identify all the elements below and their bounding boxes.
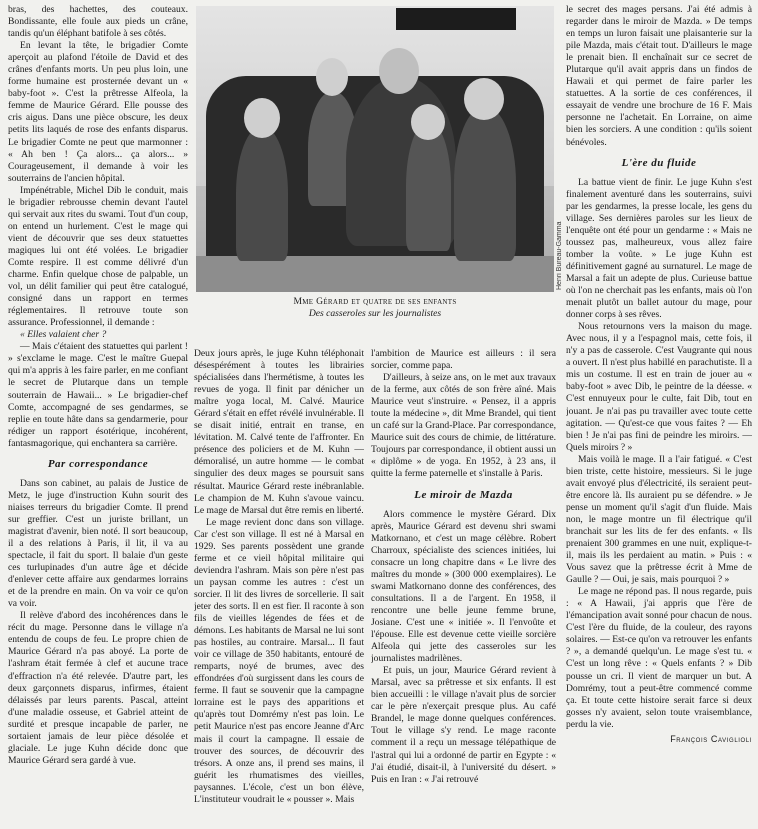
paragraph: Mais voilà le mage. Il a l'air fatigué. « C'est bien triste, cette histoire, messieurs. Si le juge avait envoyé plus d'électricité, ils seraient peut-être encore là. Ils auraient pu se défendre. » Je pense un moment qu'il s'agit d'un fluide. Mais non, le mage montre un fil électrique qu'il branchait sur les lits de fer des enfants. « Ils prenaient 300 grammes en une nuit, explique-t-il, mais ils les perdaient au matin. » Puis : « Vous savez que la prêtresse écrit à Mme de Gaulle ? — Oui, je sais, mais pourquoi ? » <box>566 453 752 586</box>
paragraph: Impénétrable, Michel Dib le conduit, mais le brigadier rebrousse chemin devant l'autel qui servait aux rites du swami. Tout d'un coup, on entend un hurlement. C'est le mage qui vient de découvrir que ses deux statuettes magiques lui ont été volées. Le brigadier Comte respire. Il est comme délivré d'un charme. Enfin quelque chose de palpable, un vol, un délit familier qui peut être catalogué, consigné dans un rapport en termes réglementaires. Il retrouve toute son assurance. Professionnel, il demande : <box>8 184 188 329</box>
caption-line-2: Des casseroles sur les journalistes <box>308 308 442 319</box>
section-heading: Le miroir de Mazda <box>414 488 513 501</box>
child-figure <box>406 121 451 251</box>
photo-floor <box>196 256 554 292</box>
child-head <box>411 104 445 140</box>
paragraph: l'ambition de Maurice est ailleurs : il sera sorcier, comme papa. <box>371 348 556 372</box>
paragraph: Alors commence le mystère Gérard. Dix après, Maurice Gérard est devenu shri swami Matkornano, et c'est un mage célèbre. Robert Charroux, spécialiste des sciences initiées, lui consacre un long chapitre dans « Le livre des maîtres du monde » (300 000 exemplaires). Le swami Matkornano donne des conférences, des consultations. Il a de l'argent. En 1958, il rencontre une belle jeune femme brune, Josiane. C'est une « initiée ». Il l'envoûte et l'épouse. Elle est devenue cette vieille sorcière Alfeola qui jette des casseroles sur les journalistes madrilènes. <box>371 508 556 665</box>
paragraph: Il relève d'abord des incohérences dans le récit du mage. Personne dans le village n'a entendu de coups de feu. Le propre chien de Maurice Gérard n'a pas aboyé. La porte de l'ashram était fermée à clef et aucune trace d'effraction n'a été relevée. D'autre part, les deux garçonnets disparus, infirmes, étaient délaissés par leurs parents. Pascal, atteint d'une maladie osseuse, et Gabriel atteint de surdité et presque incapable de parler, ne sortaient jamais de leur pièce désolée et glaciale. Le juge Kuhn décide donc que Maurice Gérard sera gardé à vue. <box>8 610 188 766</box>
child-head <box>244 98 280 138</box>
article-column-3 <box>371 348 556 822</box>
paragraph: Deux jours après, le juge Kuhn téléphonait désespérément à toutes les librairies spécialisées dans l'hermétisme, à toutes les revues de yoga. Il finit par dénicher un maître yoga local, M. Calvé. Maurice Gérard s'était en effet révélé invulnérable. Il se disait initié, entrait en transe, en lévitation. M. Calvé tente de l'affronter. En présence des policiers et de M. Kuhn — démoralisé, un autre homme — le combat singulier des deux mages se poursuit sans résultat. Maurice Gérard reste inébranlable. Le champion de M. Kuhn s'avoue vaincu. Le mage de Marsal dut être remis en liberté. <box>194 348 364 516</box>
paragraph: Le mage ne répond pas. Il nous regarde, puis : « A Hawaii, j'ai appris que l'ère de l'émancipation avait sonné pour chacun de nous. C'est l'ère du fluide, de la couleur, des rayons solaires. — Est-ce qu'on va retrouver les enfants ? », a demandé quelqu'un. Le mage s'est tu. « C'est un long rêve : « Quels enfants ? » Dib pousse un cri. Il vient de marquer un but. A Domrémy, tout a peut-être commencé comme ça. Et toute cette histoire serait farce si deux gosses n'y avaient, selon toute vraisemblance, perdu la vie. <box>566 586 752 730</box>
child-figure <box>236 126 288 261</box>
author-signature: François Caviglioli <box>670 733 752 744</box>
paragraph: Le mage revient donc dans son village. Car c'est son village. Il est né à Marsal en 1929. Ses parents possèdent une grande ferme et ce vieil hôpital militaire qui deviendra l'ashram. Mais son père n'est pas un paysan comme les autres : c'est un sorcier. Il lit des livres de sorcellerie. Il sait jeter des sorts. Il en est fier. Il raconte à son fils de vieilles légendes de fées et de démons. Les habitants de Marsal ne lui sont pas hostiles, au contraire. Marsal... Il faut voir ce village de 350 habitants, entouré de remparts, noyé de brumes, avec des effondrées d'où surgissent dans les cours de ferme. Il faut se souvenir que la campagne lorraine est le pays des apparitions et qu'après tout Domrémy n'est pas loin. Le petit Maurice n'est pas encore Jeanne d'Arc mais il court la campagne. Il essaie de trouver des sources, de découvrir des trésors. A onze ans, il prend ses mains, il guérit les rhumatismes des vieilles, paysannes. L'école, c'est un bon élève, L'instituteur voudrait le « pousser ». Mais <box>194 516 364 805</box>
paragraph: Nous retournons vers la maison du mage. Avec nous, il y a l'espagnol mais, cette fois, il n'y a pas de casserole. C'est Vaugrante qui nous a ouvert. Il n'est plus habillé en parachutiste. Il a mis un costume. Il est en train de jouer au « baby-foot » avec Dib, le peintre de la déesse. « C'est ennuyeux pour le culte, fait Dib, tout en jouant. Je n'ai pas pu travailler avec toute cette agitation. — Qu'est-ce que vous faites ? — Eh bien ! Je n'ai pas fini de peindre les miroirs. — Quels miroirs ? » <box>566 321 752 453</box>
paragraph: — Mais c'étaient des statuettes qui parlent ! » s'exclame le mage. C'est le maître Guepal qui m'a appris à les faire parler, en me confiant le secret de Plutarque dans un temple souterrain de Hawaii... » Le brigadier-chef Comte, accompagné de ses gendarmes, se replie en toute hâte dans sa gendarmerie, pour rédiger un rapport ésotérique, incohérent, fantasmagorique, qui enchantera sa carrière. <box>8 341 188 449</box>
caption-line-1: Mme Gérard et quatre de ses enfants <box>293 296 457 307</box>
paragraph: le secret des mages persans. J'ai été admis à regarder dans le miroir de Mazda. » De temps en temps un luron faisait une plaisanterie sur la pile Mazda, mais c'était tout. D'ailleurs le mage le prenait bien. Il enchaînait sur ce secret de Plutarque qu'il avait appris dans un findos de Hawaii et qui permet de faire parler les statuettes. A la sortie de ces conférences, il essayait de vendre une brochure de 16 F. Mais personne ne l'achetait. En Lorraine, on aime bien les sorciers. A une condition : qu'ils soient bénévoles. <box>566 4 752 148</box>
paragraph: « Elles valaient cher ? <box>20 329 107 341</box>
child-figure <box>454 106 516 261</box>
paragraph: La battue vient de finir. Le juge Kuhn s'est finalement aventuré dans les souterrains, suivi par les gendarmes, la presse locale, les gens du village. Ses dernières paroles sur les lieux de l'enquête ont été pour un gendarme : « Mais ne toussez pas, malheureux, vous allez faire tomber la voûte. » Le juge Kuhn est définitivement gagné au surnaturel. Le mage de Marsal a fait un adepte de plus. Curieuse battue où l'on ne cherchait pas les enfants, mais où l'on menait plutôt un ballet autour du mage, pour donner corps à ses rêves. <box>566 176 752 321</box>
photo-credit: Henri Bureau-Gamma <box>556 221 563 290</box>
paragraph: Et puis, un jour, Maurice Gérard revient à Marsal, avec sa prêtresse et six enfants. Il est bien accueilli : le village n'avait plus de sorcier car le père n'exerçait presque plus. Au café Brandel, le mage donne quelques conférences. Tout le village s'y rend. Le mage raconte comment il a reçu un message télépathique de l'astral qui lui a ordonné de partir en Egypte : « J'ai étudié, disait-il, à l'université du désert. » Puis en Iran : « J'ai retrouvé <box>371 665 556 785</box>
article-column-4 <box>566 4 752 822</box>
paragraph: D'ailleurs, à seize ans, on le met aux travaux de la ferme, aux côtés de son frère aîné. Mais Maurice veut s'instruire. « Pensez, il a appris toute la médecine », dit Mme Brandel, qui tient un café sur la Grand-Place. Par correspondance, Maurice suit des cours de chimie, de littérature. Toujours par correspondance, il obtient aussi un « diplôme » de yoga. En 1952, à 23 ans, il quitte la ferme paternelle et s'installe à Paris. <box>371 372 556 480</box>
paragraph: Dans son cabinet, au palais de Justice de Metz, le juge d'instruction Kuhn sourit des niaises terreurs du brigadier Comte. Il prend sur greffier. C'est un juriste brillant, un magistrat d'avenir, bien noté. Il sort beaucoup, il a des relations à Paris, il lit, il va au spectacle, il fait du sport. Il balaie d'un geste ces turlupinades d'un autre âge et décide d'enlever cette affaire aux gendarmes lorrains et de la prendre en main. On va voir ce qu'on va voir. <box>8 477 188 610</box>
child-head <box>464 78 504 120</box>
photo-caption <box>196 296 554 320</box>
child-head <box>316 58 348 96</box>
photo-frame <box>396 8 516 30</box>
paragraph: bras, des hachettes, des couteaux. Bondissante, elle foule aux pieds un crâne, tandis qu'un éléphant batifole à ses côtés. <box>8 4 188 40</box>
woman-head <box>379 48 419 94</box>
family-photo <box>196 6 554 292</box>
section-heading: Par correspondance <box>47 457 149 470</box>
article-column-2 <box>194 348 364 822</box>
paragraph: En levant la tête, le brigadier Comte aperçoit au plafond l'étoile de David et des crânes d'enfants morts. Un peu plus loin, une forme humaine est prosternée devant un « baby-foot ». C'est la prêtresse Alfeola, la femme de Maurice Gérard. Elle pousse des cris aigus. Dans une pièce obscure, les deux petits lits laqués de rose des enfants disparus. Le brigadier Comte ne peut que marmonner : « Ah ben ! Ça alors... ça alors... » Courageusement, il demande à voir les souterrains de l'ancien hôpital. <box>8 40 188 184</box>
section-heading: L'ère du fluide <box>621 156 697 169</box>
article-column-1 <box>8 4 188 822</box>
